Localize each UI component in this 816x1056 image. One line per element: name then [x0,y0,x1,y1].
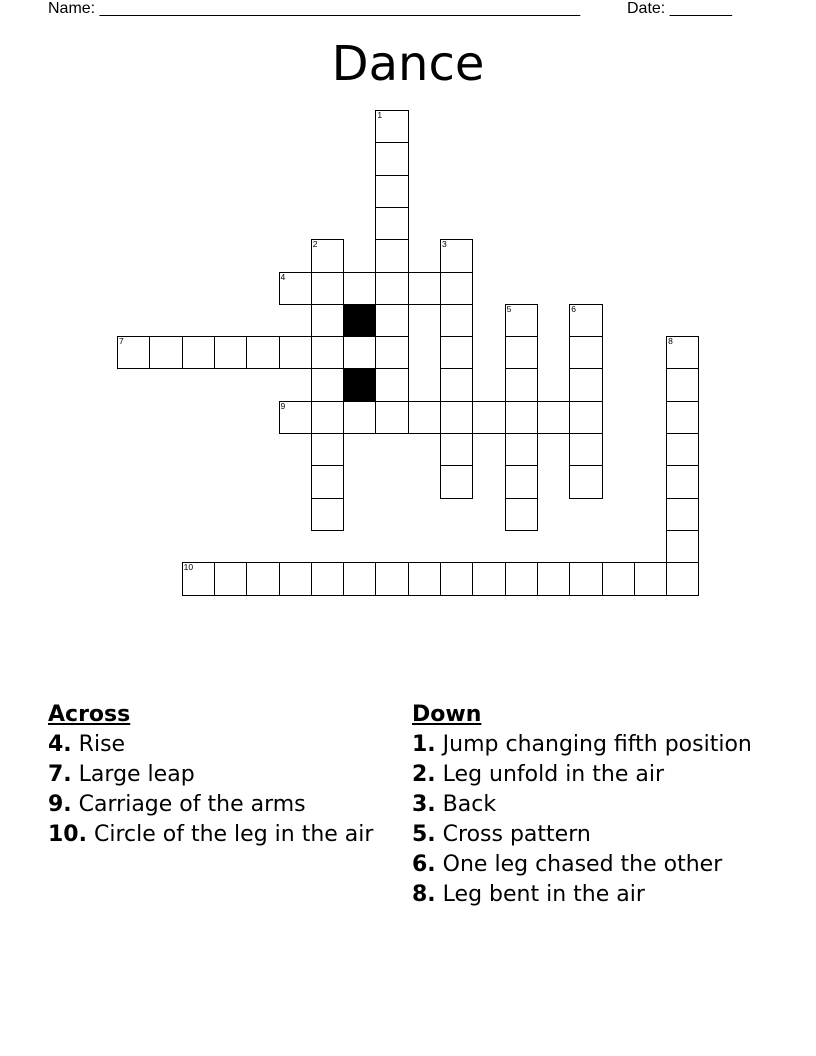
black-square [343,304,376,337]
crossword-cell[interactable] [505,368,538,401]
crossword-cell[interactable] [569,336,602,369]
crossword-cell[interactable] [666,562,699,595]
crossword-cell[interactable] [569,368,602,401]
clue-text: Leg unfold in the air [442,762,664,787]
clue-text: Leg bent in the air [442,882,645,907]
crossword-cell[interactable] [472,401,505,434]
crossword-cell[interactable] [569,562,602,595]
crossword-cell[interactable] [505,433,538,466]
page-title: Dance [331,36,485,92]
crossword-cell[interactable] [375,110,408,143]
crossword-cell[interactable] [375,239,408,272]
crossword-cell[interactable] [343,562,376,595]
across-heading: Across [48,702,131,727]
clue-number: 3 [442,239,447,250]
crossword-cell[interactable] [149,336,182,369]
down-clue-list [412,732,762,908]
name-field-label: Name: ______________________________________________________ [48,0,581,17]
clue-number: 10. [48,822,87,847]
crossword-cell[interactable] [375,272,408,305]
crossword-cell[interactable] [666,368,699,401]
crossword-cell[interactable] [505,562,538,595]
crossword-cell[interactable] [311,304,344,337]
crossword-cell[interactable] [505,401,538,434]
crossword-cell[interactable] [311,562,344,595]
crossword-cell[interactable] [375,304,408,337]
clue-number: 5 [506,303,512,314]
clue-number: 9 [280,400,286,411]
clue-number: 10 [183,562,194,573]
clue-item [412,762,762,788]
clue-number: 8. [412,882,436,907]
clue-number: 8 [668,336,673,347]
clue-item [412,822,762,848]
crossword-cell[interactable] [375,368,408,401]
clue-text: Circle of the leg in the air [93,822,374,847]
clue-item [48,822,378,848]
crossword-cell[interactable] [279,336,312,369]
clue-number: 3. [412,792,436,817]
crossword-cell[interactable] [182,562,215,595]
crossword-cell[interactable] [375,175,408,208]
clue-number: 6. [412,852,436,877]
clue-number: 7. [48,762,72,787]
clue-text: Back [442,792,497,817]
crossword-cell[interactable] [505,336,538,369]
crossword-cell[interactable] [311,336,344,369]
crossword-cell[interactable] [505,465,538,498]
clue-number: 7 [119,336,124,347]
crossword-cell[interactable] [505,304,538,337]
crossword-cell[interactable] [311,433,344,466]
crossword-cell[interactable] [666,401,699,434]
crossword-cell[interactable] [375,207,408,240]
crossword-cell[interactable] [569,433,602,466]
crossword-cell[interactable] [375,336,408,369]
crossword-cell[interactable] [440,465,473,498]
crossword-cell[interactable] [537,401,570,434]
clue-text: Large leap [78,762,195,787]
crossword-cell[interactable] [343,272,376,305]
clue-item [412,882,762,908]
crossword-cell[interactable] [440,272,473,305]
clue-number: 1 [377,110,383,120]
clue-text: Rise [78,732,126,757]
crossword-cell[interactable] [343,336,376,369]
crossword-cell[interactable] [569,401,602,434]
clue-number: 4 [280,271,286,282]
crossword-cell[interactable] [666,530,699,563]
crossword-cell[interactable] [634,562,667,595]
crossword-cell[interactable] [311,368,344,401]
down-heading: Down [412,702,482,727]
crossword-cell[interactable] [666,465,699,498]
crossword-cell[interactable] [311,401,344,434]
across-clues [48,702,378,852]
crossword-cell[interactable] [440,368,473,401]
crossword-cell[interactable] [666,498,699,531]
clue-text: Carriage of the arms [78,792,306,817]
crossword-cell[interactable] [569,465,602,498]
crossword-cell[interactable] [279,562,312,595]
clue-number: 2 [312,239,318,250]
crossword-cell[interactable] [537,562,570,595]
crossword-cell[interactable] [246,336,279,369]
crossword-cell[interactable] [408,562,441,595]
clue-text: One leg chased the other [442,852,723,877]
clue-number: 6 [571,303,576,314]
clue-item [412,792,762,818]
crossword-cell[interactable] [214,562,247,595]
clue-item [412,732,762,758]
clue-number: 2. [412,762,436,787]
crossword-cell[interactable] [279,272,312,305]
crossword-cell[interactable] [569,304,602,337]
crossword-cell[interactable] [311,498,344,531]
crossword-cell[interactable] [311,272,344,305]
clue-text: Cross pattern [442,822,591,847]
crossword-cell[interactable] [440,562,473,595]
crossword-cell[interactable] [440,433,473,466]
crossword-cell[interactable] [311,239,344,272]
crossword-cell[interactable] [375,401,408,434]
crossword-cell[interactable] [408,401,441,434]
clue-item [48,792,378,818]
crossword-cell[interactable] [375,142,408,175]
crossword-cell[interactable] [602,562,635,595]
crossword-cell[interactable] [279,401,312,434]
crossword-cell[interactable] [343,401,376,434]
crossword-cell[interactable] [311,465,344,498]
crossword-cell[interactable] [440,401,473,434]
crossword-cell[interactable] [666,336,699,369]
crossword-cell[interactable] [408,272,441,305]
crossword-cell[interactable] [375,562,408,595]
crossword-cell[interactable] [666,433,699,466]
crossword-cell[interactable] [472,562,505,595]
across-clue-list [48,732,378,848]
crossword-cell[interactable] [440,239,473,272]
clue-item [48,762,378,788]
clue-text: Jump changing fifth position [442,732,752,757]
clue-number: 4. [48,732,72,757]
clue-number: 5. [412,822,436,847]
clue-item [48,732,378,758]
clue-item [412,852,762,878]
crossword-cell[interactable] [214,336,247,369]
clue-number: 1. [412,732,436,757]
crossword-cell[interactable] [117,336,150,369]
crossword-cell[interactable] [505,498,538,531]
clue-number: 9. [48,792,72,817]
date-field-label: Date: _______ [627,0,732,17]
crossword-cell[interactable] [440,304,473,337]
crossword-cell[interactable] [246,562,279,595]
black-square [343,368,376,401]
crossword-cell[interactable] [182,336,215,369]
crossword-cell[interactable] [440,336,473,369]
down-clues [412,702,762,912]
